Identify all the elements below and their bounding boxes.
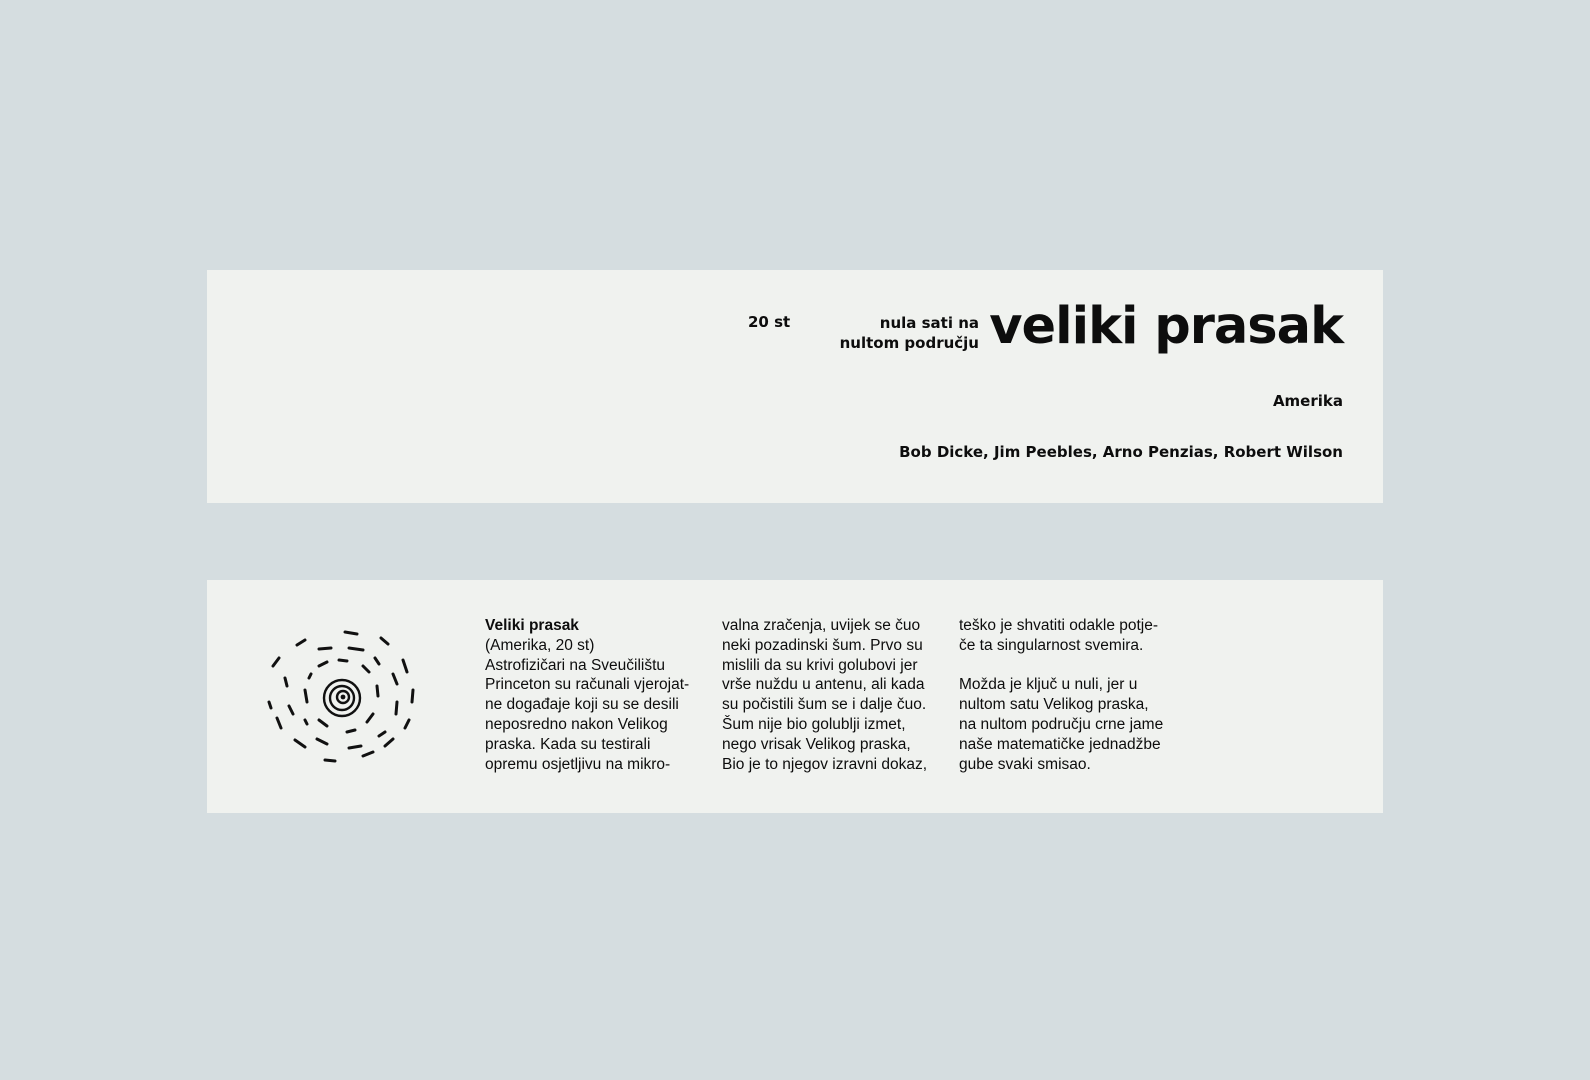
title-card bbox=[207, 270, 1383, 503]
article-card bbox=[207, 580, 1383, 813]
text-line: Bio je to njegov izravni dokaz, bbox=[722, 755, 928, 773]
text-line: Šum nije bio golublji izmet, bbox=[722, 715, 906, 733]
text-line: mislili da su krivi golubovi jer bbox=[722, 656, 918, 674]
article-column-3 bbox=[959, 616, 1189, 774]
region-label: Amerika bbox=[1272, 392, 1343, 410]
text-line: praska. Kada su testirali bbox=[485, 735, 651, 753]
text-line: Astrofizičari na Sveučilištu bbox=[485, 656, 666, 674]
text-line: vrše nuždu u antenu, ali kada bbox=[722, 676, 925, 694]
text-line: gube svaki smisao. bbox=[959, 755, 1091, 773]
subtitle-line-1: nula sati na bbox=[879, 314, 979, 332]
article-column-2 bbox=[722, 616, 952, 774]
text-line: Možda je ključ u nuli, jer u bbox=[959, 676, 1138, 694]
text-line: teško je shvatiti odakle potje- bbox=[959, 617, 1159, 634]
text-line: na nultom području crne jame bbox=[959, 715, 1164, 733]
paragraph-gap bbox=[959, 656, 1189, 676]
text-line: opremu osjetljivu na mikro- bbox=[485, 755, 671, 773]
text-line: nultom satu Velikog praska, bbox=[959, 696, 1149, 714]
people-list: Bob Dicke, Jim Peebles, Arno Penzias, Robert Wilson bbox=[899, 443, 1343, 461]
text-line: če ta singularnost svemira. bbox=[959, 636, 1144, 654]
text-line: nego vrisak Velikog praska, bbox=[722, 735, 911, 753]
subtitle-line-2: nultom području bbox=[839, 334, 979, 352]
text-line: neki pozadinski šum. Prvo su bbox=[722, 636, 923, 654]
text-line: neposredno nakon Velikog bbox=[485, 715, 668, 733]
subtitle bbox=[840, 313, 979, 353]
text-line: Princeton su računali vjerojat- bbox=[485, 676, 690, 694]
text-line: (Amerika, 20 st) bbox=[485, 636, 595, 654]
text-line: naše matematičke jednadžbe bbox=[959, 735, 1161, 753]
text-line: ne događaje koji su se desili bbox=[485, 696, 679, 714]
dashed-spiral-icon bbox=[267, 628, 427, 778]
century-label: 20 st bbox=[748, 313, 791, 331]
text-line: su počistili šum se i dalje čuo. bbox=[722, 696, 927, 714]
article-column-1 bbox=[485, 616, 715, 774]
article-heading: Veliki prasak bbox=[485, 617, 579, 634]
text-line: valna zračenja, uvijek se čuo bbox=[722, 617, 921, 634]
page-title: veliki prasak bbox=[989, 297, 1343, 356]
